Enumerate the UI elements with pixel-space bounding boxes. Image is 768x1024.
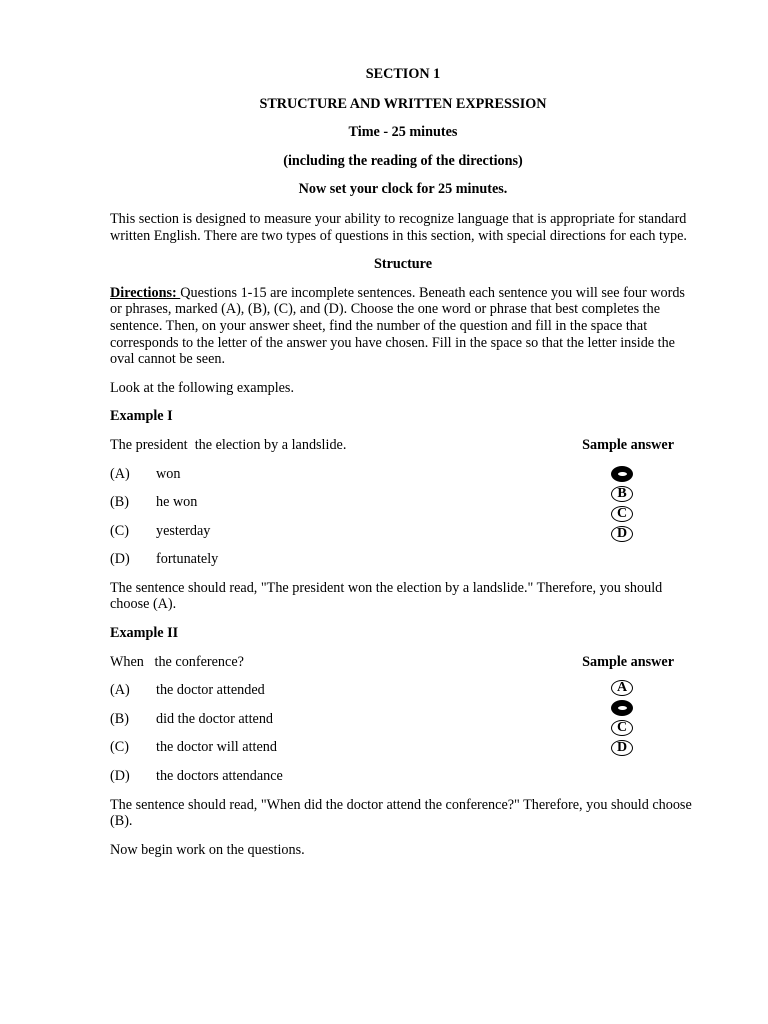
example-2-option-a: (A) the doctor attended [110, 682, 265, 699]
example-1-stem-row [110, 437, 696, 454]
example-2-stem-row [110, 654, 696, 671]
section-title: STRUCTURE AND WRITTEN EXPRESSION [259, 95, 547, 112]
example-1-answer-ovals [611, 466, 633, 546]
example-1-option-c: (C) yesterday [110, 522, 211, 539]
oval-b: B [611, 486, 633, 502]
example-2-explanation: The sentence should read, "When did the doctor attend the conference?" Therefore, you should choose (B). [110, 796, 692, 830]
directions-label: Directions: [110, 284, 181, 301]
directions-text: Questions 1-15 are incomplete sentences. Beneath each sentence you will see four words or phrases, marked (A), (B), (C), and (D). Choose the one word or phrase that best completes the sentence. Then, on your answer sheet, find the number of the question and fill in the space that corresponds to the letter of the answer you have chosen. Fill in the space so that the letter inside the oval cannot be seen. [110, 284, 685, 368]
directions-paragraph [110, 285, 696, 368]
example-2-title: Example II [110, 625, 179, 642]
example-2-stem: When the conference? [110, 653, 244, 670]
closing-instruction: Now begin work on the questions. [110, 841, 305, 858]
oval-b-filled [611, 700, 633, 716]
clock-instruction: Now set your clock for 25 minutes. [298, 181, 508, 198]
example-1-stem: The president the election by a landslide. [110, 436, 347, 453]
example-1-option-b: (B) he won [110, 494, 198, 511]
oval-a-filled [611, 466, 633, 482]
oval-d: D [611, 526, 633, 542]
oval-c: C [611, 720, 633, 736]
example-2-option-b: (B) did the doctor attend [110, 710, 274, 727]
document-page [110, 66, 696, 870]
structure-heading: Structure [373, 256, 433, 273]
example-2-sample-label: Sample answer [582, 653, 674, 670]
oval-a: A [611, 680, 633, 696]
example-2-answer-ovals [611, 680, 633, 760]
example-1-title: Example I [110, 408, 173, 425]
example-2-option-d: (D) the doctors attendance [110, 768, 283, 785]
intro-paragraph: This section is designed to measure your ability to recognize language that is appropriate for standard written English. There are two types of questions in this section, with special directions for each type. [110, 210, 687, 244]
look-instruction: Look at the following examples. [110, 379, 295, 396]
example-1-sample-label: Sample answer [582, 436, 674, 453]
time-note: (including the reading of the directions) [283, 152, 523, 169]
example-2 [110, 654, 696, 785]
section-number: SECTION 1 [365, 66, 441, 82]
example-1-option-d: (D) fortunately [110, 551, 219, 568]
oval-d: D [611, 740, 633, 756]
example-1 [110, 437, 696, 568]
oval-c: C [611, 506, 633, 522]
example-1-option-a: (A) won [110, 465, 181, 482]
example-1-explanation: The sentence should read, "The president won the election by a landslide." Therefore, you should choose (A). [110, 579, 663, 613]
example-2-option-c: (C) the doctor will attend [110, 739, 277, 756]
time-limit: Time - 25 minutes [348, 124, 458, 141]
